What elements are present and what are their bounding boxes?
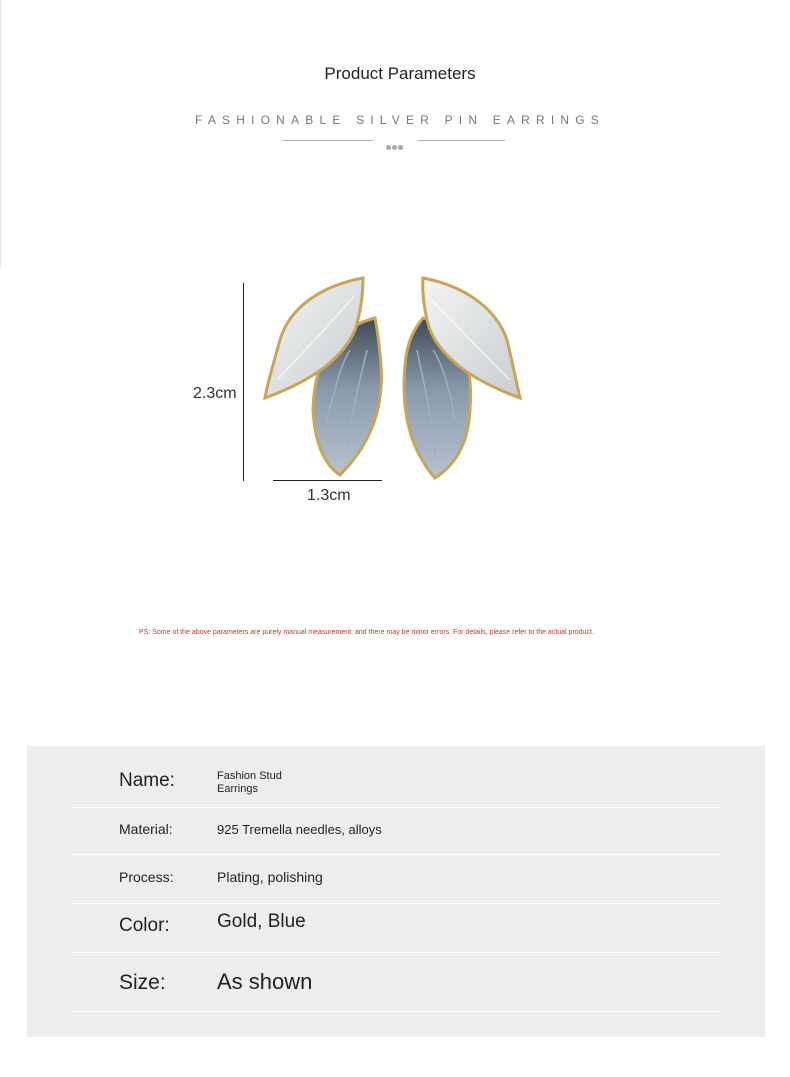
measurement-note: PS: Some of the above parameters are purely manual measurement, and there may be minor errors. For details, please refer to the actual product. — [139, 629, 594, 636]
page-edge — [0, 0, 1, 268]
param-label-color: Color: — [119, 915, 170, 936]
divider-right — [418, 140, 505, 141]
left-earring — [265, 278, 381, 475]
page-title: Product Parameters — [324, 64, 476, 83]
right-earring — [404, 278, 520, 478]
param-value-material: 925 Tremella needles, alloys — [217, 822, 382, 837]
param-label-size: Size: — [119, 971, 166, 994]
param-row-color — [71, 904, 721, 953]
parameters-panel — [27, 746, 765, 1037]
param-value-name-line2: Earrings — [217, 783, 258, 795]
earrings-image — [255, 270, 530, 485]
param-row-size — [71, 953, 721, 1012]
param-label-process: Process: — [119, 869, 174, 885]
divider-left — [283, 140, 373, 141]
param-value-color: Gold, Blue — [217, 911, 306, 932]
param-value-name-line1: Fashion Stud — [217, 770, 282, 782]
param-value-name — [217, 770, 282, 796]
param-value-process: Plating, polishing — [217, 869, 323, 885]
width-dimension-label: 1.3cm — [307, 487, 351, 504]
height-dimension-line — [243, 283, 244, 481]
param-row-name — [71, 760, 721, 808]
divider-dots — [386, 137, 406, 143]
param-row-process — [71, 855, 721, 904]
height-dimension-label: 2.3cm — [193, 385, 237, 402]
param-label-material: Material: — [119, 821, 173, 837]
param-value-size: As shown — [217, 969, 313, 994]
param-row-material — [71, 808, 721, 855]
param-label-name: Name: — [119, 770, 175, 791]
page-subtitle: FASHIONABLE SILVER PIN EARRINGS — [194, 113, 606, 127]
